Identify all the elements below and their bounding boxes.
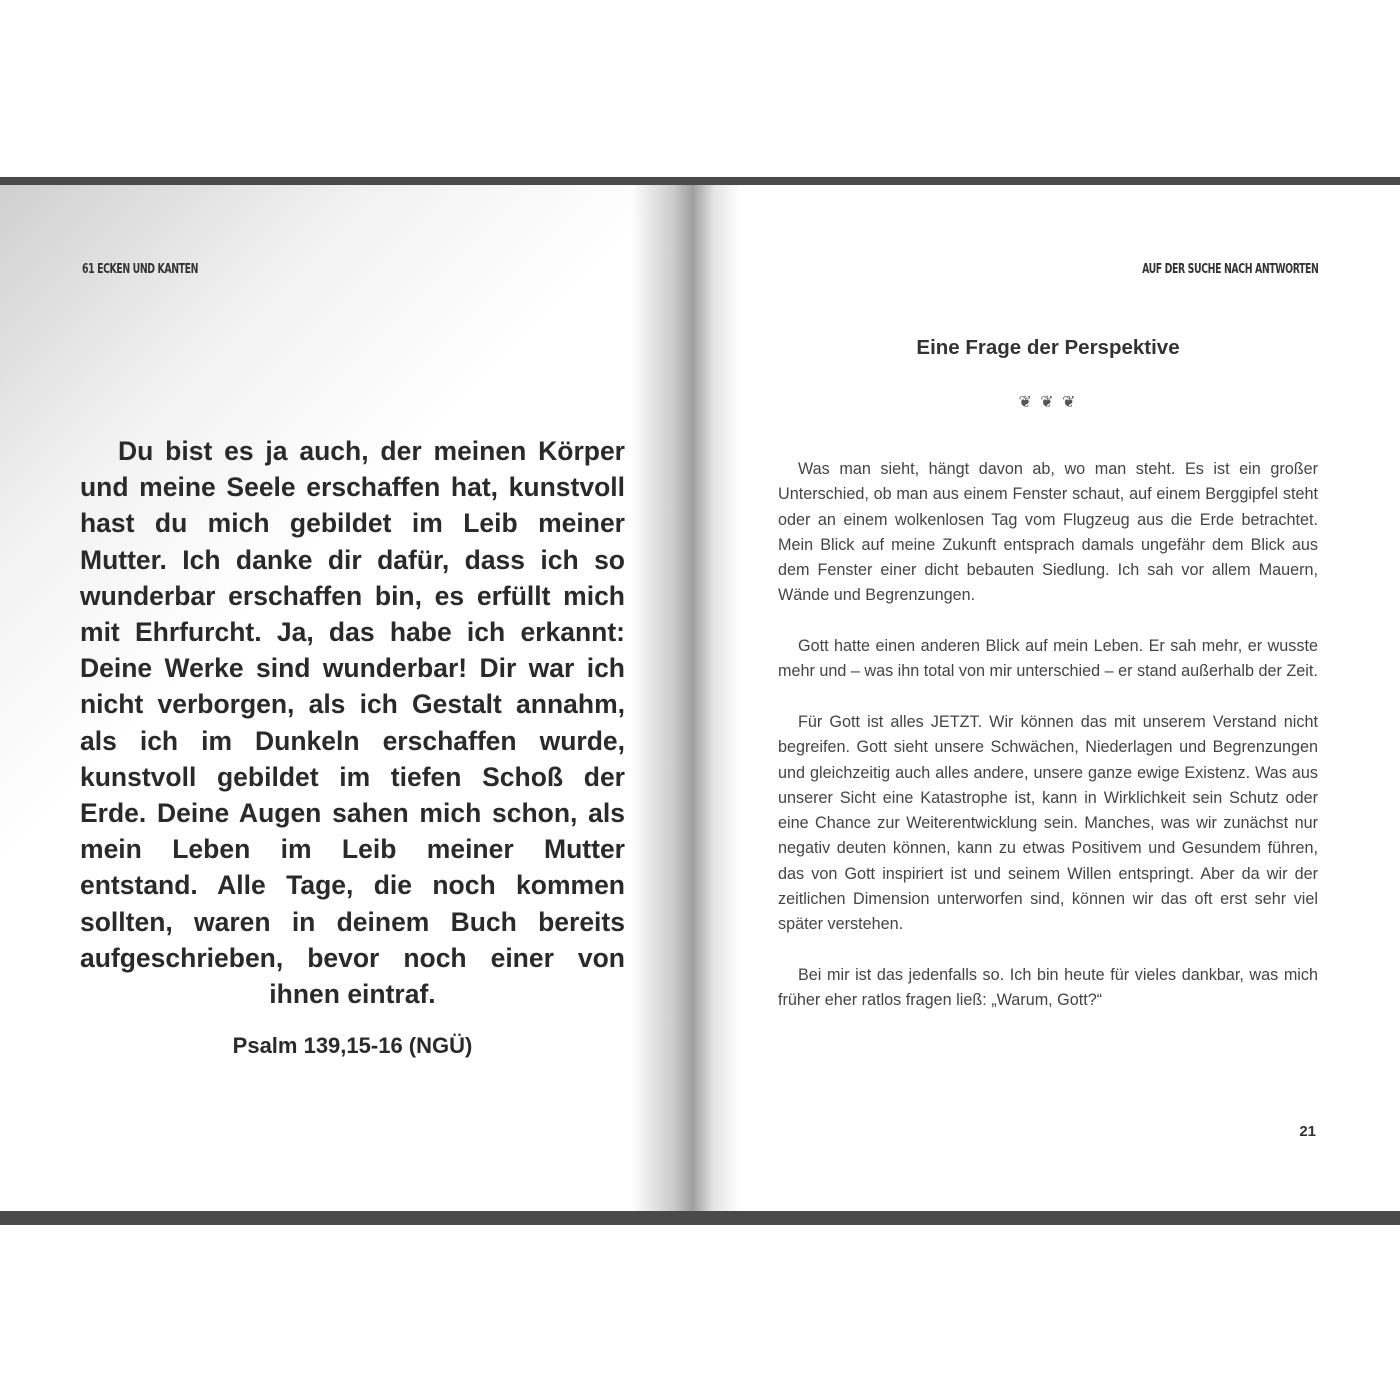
page-number: 21 <box>1299 1123 1316 1140</box>
paragraph-2: Gott hatte einen anderen Blick auf mein Leben. Er sah mehr, er wusste mehr und – was ihn total von mir unterschied – er stand außerhalb der Zeit. <box>778 637 1318 681</box>
body-text <box>778 457 1318 1039</box>
running-head-left: 61 ECKEN UND KANTEN <box>82 262 199 277</box>
right-page <box>692 185 1400 1211</box>
left-page <box>0 185 692 1211</box>
paragraph-4: Bei mir ist das jedenfalls so. Ich bin heute für vieles dankbar, was mich früher eher ratlos fragen ließ: „Warum, Gott?“ <box>778 965 1318 1010</box>
ornament-divider-icon: ❦ ❦ ❦ <box>1018 394 1078 411</box>
quote-citation: Psalm 139,15-16 (NGÜ) <box>232 1033 473 1058</box>
bible-quote: Du bist es ja auch, der meinen Körper und meine Seele erschaffen hat, kunstvoll hast du mich gebildet im Leib meiner Mutter. Ich danke dir dafür, dass ich so wunderbar erschaffen bin, es erfüllt mich mit Ehrfurcht. Ja, das habe ich erkannt: Deine Werke sind wunderbar! Dir war ich nicht verborgen, als ich Gestalt annahm, als ich im Dunkeln erschaffen wurde, kunstvoll gebildet im tiefen Schoß der Erde. Deine Augen sahen mich schon, als mein Leben im Leib meiner Mutter entstand. Alle Tage, die noch kommen sollten, waren in deinem Buch bereits aufgeschrieben, bevor noch einer von ihnen eintraf. <box>80 436 625 1010</box>
open-book <box>0 177 1400 1225</box>
chapter-title: Eine Frage der Perspektive <box>916 336 1180 359</box>
running-head-right: AUF DER SUCHE NACH ANTWORTEN <box>1141 262 1318 277</box>
paragraph-1: Was man sieht, hängt davon ab, wo man steht. Es ist ein großer Unterschied, ob man aus einem Fenster schaut, auf einem Berggipfel steht oder an einem wolkenlosen Tag vom Flugzeug aus die Erde betrachtet. Mein Blick auf meine Zukunft entsprach damals ungefähr dem Blick aus dem Fenster einer dicht bebauten Siedlung. Ich sah vor allem Mauern, Wände und Begrenzungen. <box>778 460 1318 605</box>
paragraph-3: Für Gott ist alles JETZT. Wir können das mit unserem Verstand nicht begreifen. Gott sieht unsere Schwächen, Niederlagen und Begrenzungen und gleichzeitig auch alles andere, unsere ganze ewige Existenz. Was aus unserer Sicht eine Katastrophe ist, kann in Wirklichkeit sein Schutz oder eine Chance zur Weiterentwicklung sein. Manches, was wir zunächst nur negativ deuten können, kann zu etwas Positivem und Gesundem führen, das von Gott inspiriert ist und seinem Willen entspringt. Aber da wir der zeitlichen Dimension unterworfen sind, können wir das oft erst sehr viel später verstehen. <box>778 712 1318 934</box>
